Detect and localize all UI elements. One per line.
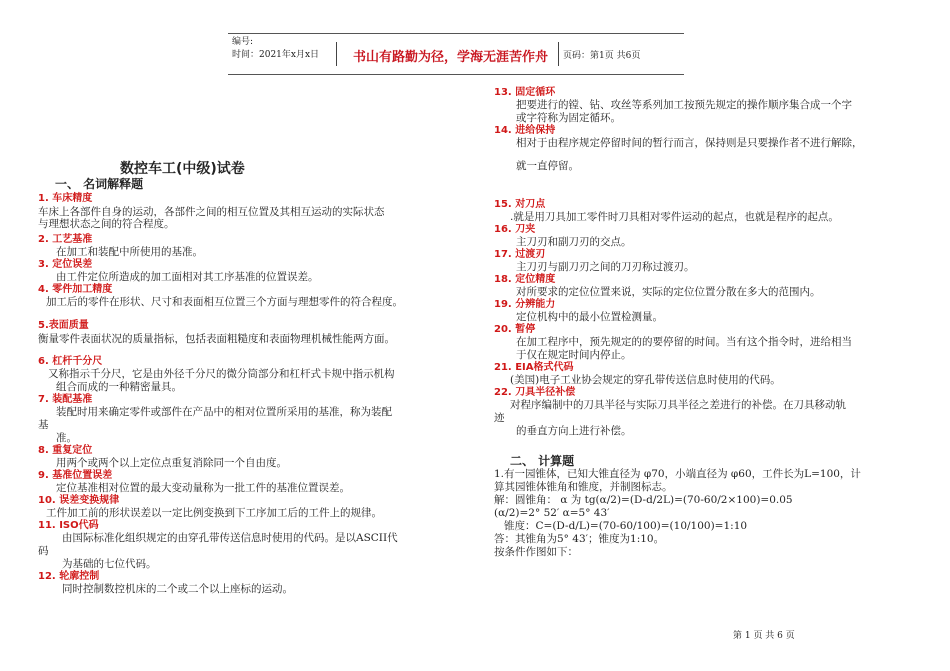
body-text-line: 定位基准相对位置的最大变动量称为一批工件的基准位置误差。: [56, 482, 350, 494]
term-heading: 19. 分辨能力: [494, 299, 556, 310]
body-text-line: 在加工程序中，预先规定的的要停留的时间。当有这个指令时，进给相当: [516, 336, 852, 348]
body-text-line: 解：圆锥角： α 为 tg(α/2)=(D-d/2L)=(70-60/2×100)=0.05: [494, 494, 793, 506]
body-text-line: 准。: [56, 432, 77, 444]
term-heading: 1. 车床精度: [38, 193, 93, 204]
body-text-line: 相对于由程序规定停留时间的暂行而言，保持则是只要操作者不进行解除，: [516, 137, 863, 149]
term-heading: 14. 进给保持: [494, 125, 556, 136]
exam-title: 数控车工(中级)试卷: [120, 161, 245, 177]
body-text-line: 又称指示千分尺，它是由外径千分尺的微分筒部分和杠杆式卡规中指示机构: [48, 368, 395, 380]
body-text-line: 组合而成的一种精密量具。: [56, 381, 182, 393]
body-text-line: 把要进行的镗、钻、攻丝等系列加工按预先规定的操作顺序集合成一个字: [516, 99, 852, 111]
term-heading: 5.表面质量: [38, 320, 89, 331]
body-text-line: 答：其锥角为5° 43′；锥度为1:10。: [494, 533, 665, 545]
time-label: 时间：2021年x月x日: [232, 50, 320, 60]
body-text-line: (α/2)=2° 52′ α=5° 43′: [494, 507, 610, 519]
body-text-line: .就是用刀具加工零件时刀具相对零件运动的起点，也就是程序的起点。: [510, 211, 839, 223]
term-heading: 13. 固定循环: [494, 87, 556, 98]
body-text-line: 为基础的七位代码。: [62, 558, 157, 570]
term-heading: 3. 定位误差: [38, 259, 93, 270]
body-text-line: 装配时用来确定零件或部件在产品中的相对位置所采用的基准，称为装配: [56, 406, 392, 418]
body-text-line: 按条件作图如下：: [494, 546, 578, 558]
body-text-line: 的垂直方向上进行补偿。: [516, 425, 632, 437]
page-info: 页码：第1页 共6页: [563, 51, 641, 61]
page-header: [228, 33, 684, 75]
body-text-line: 工件加工前的形状误差以一定比例变换到下工序加工后的工件上的规律。: [46, 507, 382, 519]
body-text-line: 基: [38, 419, 49, 431]
body-text-line: 1.有一园锥体，已知大锥直径为 φ70，小端直径为 φ60，工件长为L=100，计: [494, 468, 861, 480]
term-heading: 8. 重复定位: [38, 445, 93, 456]
section-heading-terms: 一、 名词解释题: [55, 177, 144, 191]
body-text-line: 与理想状态之间的符合程度。: [38, 218, 175, 230]
body-text-line: 于仅在规定时间内停止。: [516, 349, 632, 361]
body-text-line: 车床上各部件自身的运动，各部件之间的相互位置及其相互运动的实际状态: [38, 206, 385, 218]
header-divider: [558, 42, 559, 66]
term-heading: 18. 定位精度: [494, 274, 556, 285]
term-heading: 15. 对刀点: [494, 199, 546, 210]
body-text-line: 对程序编制中的刀具半径与实际刀具半径之差进行的补偿。在刀具移动轨: [510, 399, 846, 411]
term-heading: 9. 基准位置误差: [38, 470, 113, 481]
term-heading: 12. 轮廓控制: [38, 571, 100, 582]
body-text-line: 主刀刃与副刀刃之间的刀刃称过渡刃。: [516, 261, 695, 273]
body-text-line: 用两个或两个以上定位点重复消除同一个自由度。: [56, 457, 287, 469]
body-text-line: 算其园锥体锥角和锥度，并制图标志。: [494, 481, 673, 493]
term-heading: 7. 装配基准: [38, 394, 93, 405]
body-text-line: 对所要求的定位位置来说，实际的定位位置分散在多大的范围内。: [516, 286, 821, 298]
section-heading-calc: 二、 计算题: [510, 454, 575, 468]
term-heading: 4. 零件加工精度: [38, 284, 113, 295]
body-text-line: 主刀刃和副刀刃的交点。: [516, 236, 632, 248]
body-text-line: 就一直停留。: [516, 160, 579, 172]
term-heading: 16. 刀夹: [494, 224, 536, 235]
body-text-line: 定位机构中的最小位置检测量。: [516, 311, 663, 323]
term-heading: 6. 杠杆千分尺: [38, 356, 103, 367]
body-text-line: 由国际标准化组织规定的由穿孔带传送信息时使用的代码。是以ASCII代: [62, 532, 398, 544]
header-meta: [232, 36, 319, 62]
term-heading: 11. ISO代码: [38, 520, 99, 531]
header-motto: 书山有路勤为径，学海无涯苦作舟: [353, 50, 549, 65]
body-text-line: 同时控制数控机床的二个或二个以上座标的运动。: [62, 583, 293, 595]
body-text-line: (美国)电子工业协会规定的穿孔带传送信息时使用的代码。: [510, 374, 781, 386]
body-text-line: 迹: [494, 412, 505, 424]
term-heading: 2. 工艺基准: [38, 234, 93, 245]
body-text-line: 衡量零件表面状况的质量指标，包括表面粗糙度和表面物理机械性能两方面。: [38, 333, 395, 345]
number-label: 编号:: [232, 37, 254, 47]
body-text-line: 加工后的零件在形状、尺寸和表面相互位置三个方面与理想零件的符合程度。: [46, 296, 403, 308]
term-heading: 20. 暂停: [494, 324, 536, 335]
body-text-line: 由工件定位所造成的加工面相对其工序基准的位置误差。: [56, 271, 319, 283]
term-heading: 17. 过渡刃: [494, 249, 546, 260]
body-text-line: 锥度：C=(D-d/L)=(70-60/100)=(10/100)=1:10: [504, 520, 748, 532]
page-footer: 第 1 页 共 6 页: [733, 631, 795, 641]
header-divider: [336, 42, 337, 66]
term-heading: 22. 刀具半径补偿: [494, 387, 576, 398]
term-heading: 21. EIA格式代码: [494, 362, 574, 373]
body-text-line: 或字符称为固定循环。: [516, 112, 621, 124]
body-text-line: 码: [38, 545, 49, 557]
body-text-line: 在加工和装配中所使用的基准。: [56, 246, 203, 258]
term-heading: 10. 误差变换规律: [38, 495, 120, 506]
